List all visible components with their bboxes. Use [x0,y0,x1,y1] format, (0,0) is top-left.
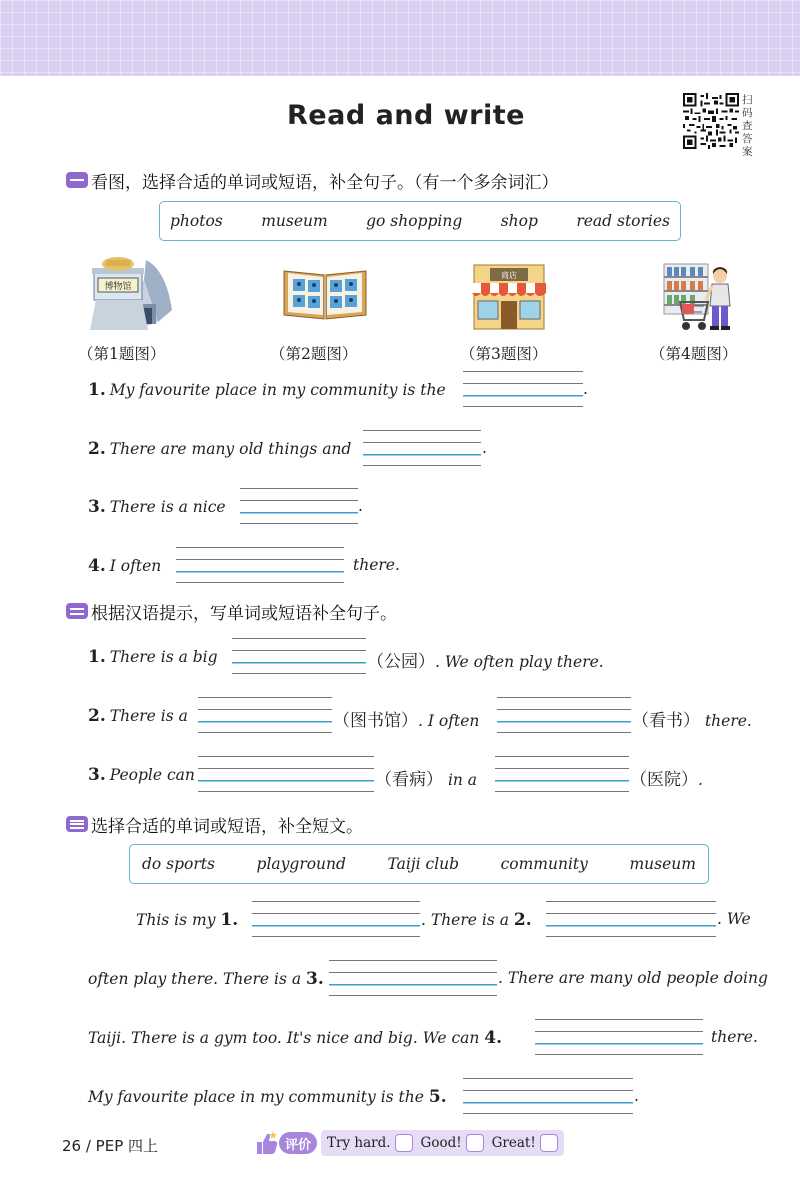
s3-line-2-start: often play there. There is a 3. [88,969,324,989]
checkbox[interactable] [466,1134,484,1152]
s2-question-2: 2. There is a [88,706,188,726]
s2-question-1: 1. There is a big [88,647,218,667]
word-bank-item: do sports [142,855,215,873]
s1-question-4: 4. I often [88,556,162,576]
s1-q1-end: . [583,380,588,398]
self-evaluation-bar [253,1129,564,1157]
s2-question-3: 3. People can [88,765,195,785]
s2-q2-middle: （图书馆）. I often [333,711,480,731]
s2-q1-answer-blank[interactable] [232,638,366,674]
picture-caption: （第4题图） [650,345,738,363]
word-bank-item: photos [170,212,223,230]
eval-option-great[interactable]: Great! [492,1134,558,1152]
thumbs-up-icon [253,1130,279,1156]
s2-q1-rest: （公园）. We often play there. [367,652,604,672]
s3-line-4-start: My favourite place in my community is the 5. [88,1087,447,1107]
section-1-number-icon [66,172,88,188]
s3-blank-2[interactable] [546,901,716,937]
picture-caption: （第2题图） [270,345,358,363]
s2-q2-answer-blank-1[interactable] [198,697,332,733]
s1-q4-answer-blank[interactable] [176,547,344,583]
evaluation-options [321,1130,564,1156]
word-bank-item: museum [261,212,328,230]
s2-q2-end: （看书） there. [632,711,752,731]
s1-question-2: 2. There are many old things and [88,439,352,459]
page-title: Read and write [287,100,525,131]
s1-question-1: 1. My favourite place in my community is the [88,380,446,400]
s1-question-3: 3. There is a nice [88,497,226,517]
s3-blank-5[interactable] [463,1078,633,1114]
s2-q3-answer-blank-1[interactable] [198,756,374,792]
qr-code-icon[interactable] [683,93,739,149]
s3-line-2-end: . There are many old people doing [498,969,768,987]
word-bank-item: playground [256,855,346,873]
s3-line-1-end: . We [717,910,751,928]
s2-q2-answer-blank-2[interactable] [497,697,631,733]
picture-caption: （第1题图） [78,345,166,363]
s3-line-4-end: . [634,1087,639,1105]
section-2-instruction: 根据汉语提示，写单词或短语补全句子。 [91,603,397,624]
word-bank-item: go shopping [366,212,463,230]
s3-line-1-middle: . There is a 2. [421,910,532,930]
section-2-heading [66,598,397,624]
eval-option-try-hard[interactable]: Try hard. [327,1134,413,1152]
s3-blank-4[interactable] [535,1019,703,1055]
section-3-heading [66,811,363,837]
section-2-number-icon [66,603,88,619]
evaluation-label: 评价 [279,1132,317,1154]
shop-sign-text: 商店 [501,271,517,280]
s1-q1-answer-blank[interactable] [463,371,583,407]
section-1-word-bank [159,201,681,241]
word-bank-item: read stories [576,212,670,230]
section-3-number-icon [66,816,88,832]
shop-storefront-icon [470,263,548,331]
s1-q4-end: there. [353,556,400,574]
shopping-girl-icon [662,262,742,334]
section-1-heading [66,167,559,193]
s1-q2-answer-blank[interactable] [363,430,481,466]
header-band [0,0,800,76]
s1-q2-end: . [482,439,487,457]
s3-blank-1[interactable] [252,901,420,937]
museum-building-icon [86,250,180,334]
word-bank-item: museum [629,855,696,873]
word-bank-item: community [500,855,588,873]
eval-option-good[interactable]: Good! [421,1134,484,1152]
word-bank-item: Taiji club [387,855,460,873]
s2-q3-middle: （看病） in a [375,770,478,790]
section-1-instruction: 看图，选择合适的单词或短语，补全句子。（有一个多余词汇） [91,172,559,193]
qr-label: 扫码查答案 [742,94,753,158]
word-bank-item: shop [500,212,538,230]
s3-line-1-start: This is my 1. [136,910,239,930]
section-3-word-bank [129,844,709,884]
picture-caption: （第3题图） [460,345,548,363]
s1-q3-answer-blank[interactable] [240,488,358,524]
s3-blank-3[interactable] [329,960,497,996]
museum-sign-text: 博物馆 [104,282,132,292]
s3-line-3-start: Taiji. There is a gym too. It's nice and big. We can 4. [88,1028,503,1048]
s2-q3-answer-blank-2[interactable] [495,756,629,792]
page-number: 26 / PEP 四上 [62,1137,159,1155]
checkbox[interactable] [395,1134,413,1152]
s3-line-3-end: there. [711,1028,758,1046]
checkbox[interactable] [540,1134,558,1152]
s2-q3-end: （医院）. [630,770,703,790]
photo-album-icon [282,265,368,323]
section-3-instruction: 选择合适的单词或短语，补全短文。 [91,816,363,837]
s1-q3-end: . [358,497,363,515]
